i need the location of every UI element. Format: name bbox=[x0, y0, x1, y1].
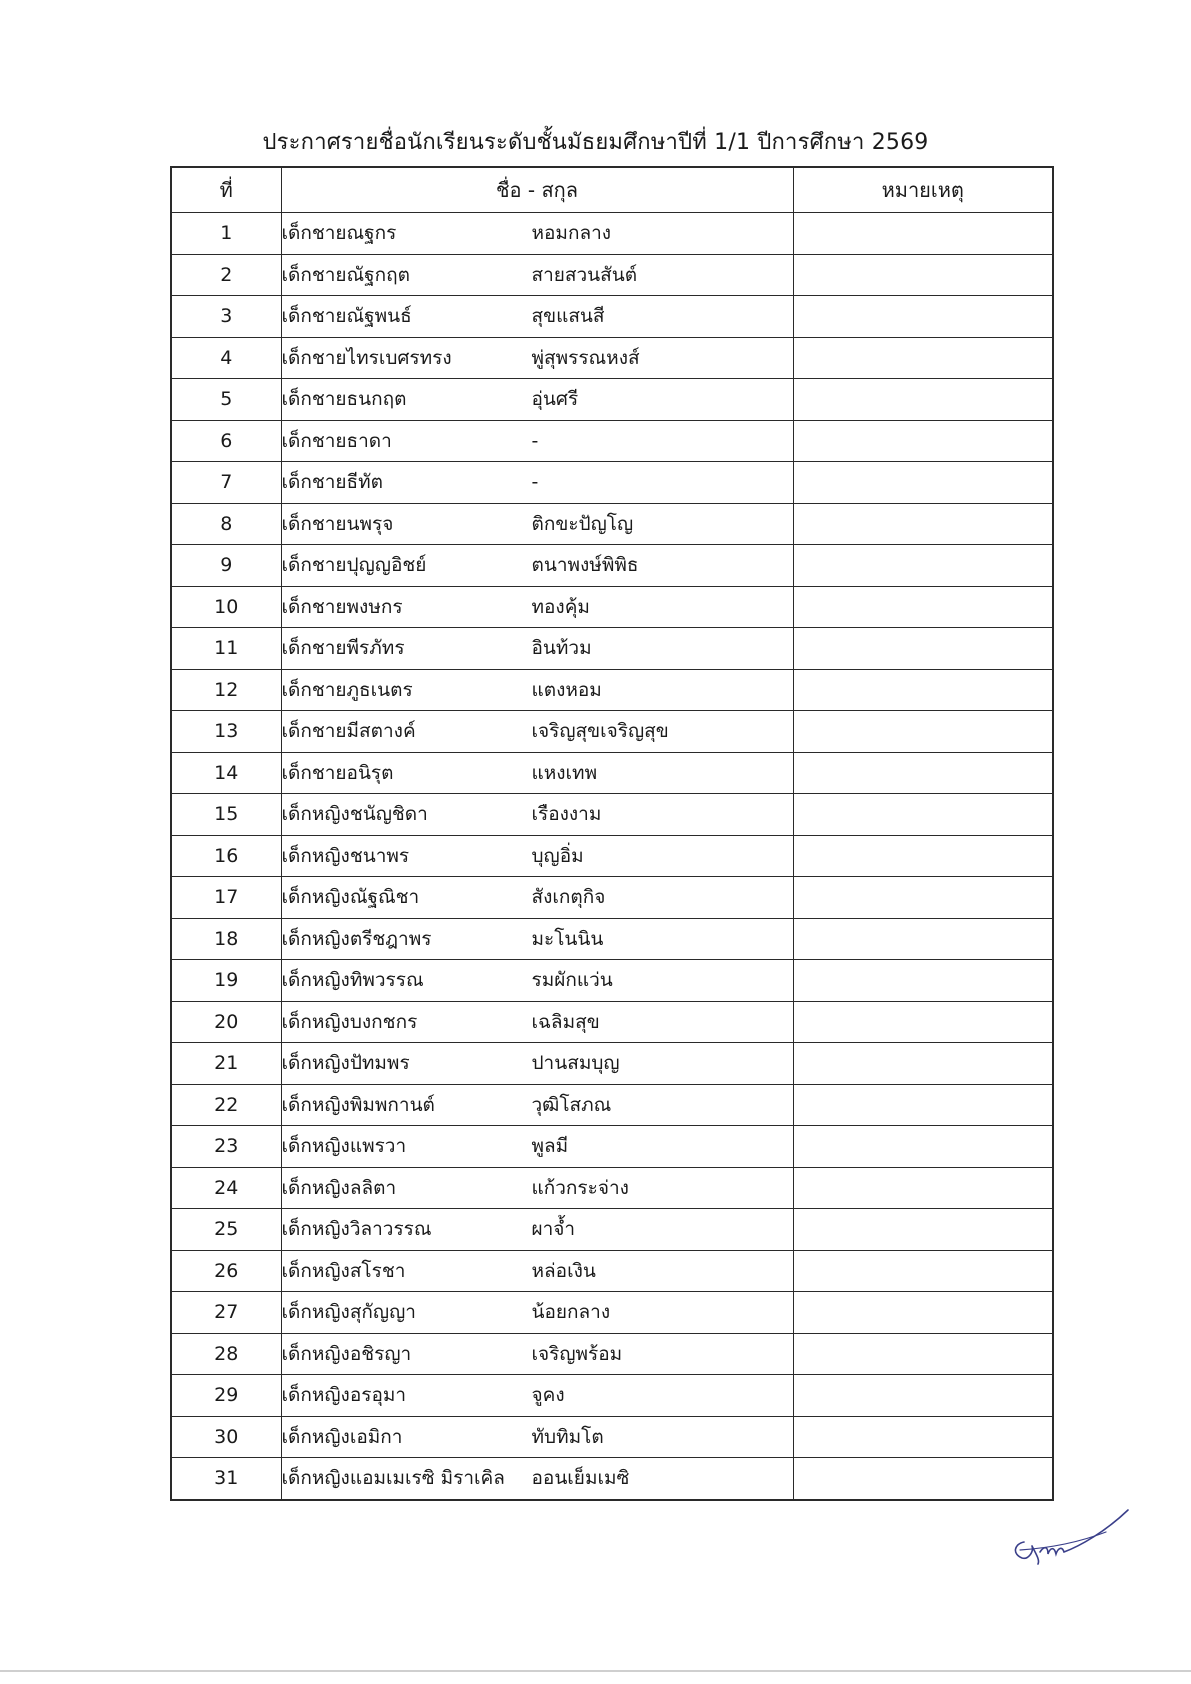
remark-cell bbox=[793, 1292, 1053, 1334]
student-first-name: เด็กชายปุญญอิชย์ bbox=[281, 554, 427, 577]
student-first-name: เด็กชายณัฐพนธ์ bbox=[281, 305, 412, 328]
row-number: 26 bbox=[171, 1250, 281, 1292]
student-first-name: เด็กชายไทรเบศรทรง bbox=[281, 346, 452, 369]
table-row bbox=[171, 1250, 1053, 1292]
remark-cell bbox=[793, 877, 1053, 919]
remark-cell bbox=[793, 1250, 1053, 1292]
table-row bbox=[171, 669, 1053, 711]
student-first-name: เด็กชายพงษกร bbox=[281, 595, 403, 618]
student-name-cell bbox=[281, 1084, 793, 1126]
student-first-name: เด็กหญิงแพรวา bbox=[281, 1135, 407, 1158]
student-name-cell bbox=[281, 794, 793, 836]
student-first-name: เด็กหญิงตรีชฎาพร bbox=[281, 927, 432, 950]
student-last-name: แหงเทพ bbox=[531, 761, 598, 784]
remark-cell bbox=[793, 213, 1053, 255]
remark-cell bbox=[793, 960, 1053, 1002]
student-name-cell bbox=[281, 1001, 793, 1043]
header-name: ชื่อ - สกุล bbox=[281, 167, 793, 213]
student-last-name: ตนาพงษ์พิพิธ bbox=[531, 554, 639, 577]
student-name-cell bbox=[281, 296, 793, 338]
row-number: 20 bbox=[171, 1001, 281, 1043]
student-first-name: เด็กหญิงพิมพกานต์ bbox=[281, 1093, 435, 1116]
student-first-name: เด็กชายณัฐกฤต bbox=[281, 263, 410, 286]
row-number: 5 bbox=[171, 379, 281, 421]
student-first-name: เด็กชายพีรภัทร bbox=[281, 637, 405, 660]
remark-cell bbox=[793, 628, 1053, 670]
row-number: 29 bbox=[171, 1375, 281, 1417]
row-number: 18 bbox=[171, 918, 281, 960]
remark-cell bbox=[793, 1084, 1053, 1126]
scan-edge-divider bbox=[0, 1670, 1191, 1672]
student-last-name: เฉลิมสุข bbox=[531, 1010, 600, 1033]
remark-cell bbox=[793, 254, 1053, 296]
row-number: 31 bbox=[171, 1458, 281, 1500]
row-number: 4 bbox=[171, 337, 281, 379]
row-number: 3 bbox=[171, 296, 281, 338]
student-name-cell bbox=[281, 1416, 793, 1458]
student-first-name: เด็กชายมีสตางค์ bbox=[281, 720, 416, 743]
remark-cell bbox=[793, 1375, 1053, 1417]
student-last-name: บุญอิ่ม bbox=[531, 844, 584, 867]
remark-cell bbox=[793, 379, 1053, 421]
student-last-name: อุ่นศรี bbox=[531, 388, 579, 411]
student-name-cell bbox=[281, 503, 793, 545]
remark-cell bbox=[793, 1333, 1053, 1375]
row-number: 19 bbox=[171, 960, 281, 1002]
student-last-name: ออนเย็มเมซิ bbox=[531, 1467, 630, 1490]
student-name-cell bbox=[281, 379, 793, 421]
remark-cell bbox=[793, 1458, 1053, 1500]
row-number: 16 bbox=[171, 835, 281, 877]
remark-cell bbox=[793, 1001, 1053, 1043]
student-last-name: จูคง bbox=[531, 1384, 565, 1407]
table-row bbox=[171, 1416, 1053, 1458]
student-last-name: น้อยกลาง bbox=[531, 1301, 611, 1324]
student-name-cell bbox=[281, 586, 793, 628]
table-row bbox=[171, 586, 1053, 628]
table-row bbox=[171, 1126, 1053, 1168]
student-name-cell bbox=[281, 545, 793, 587]
student-last-name: เจริญสุขเจริญสุข bbox=[531, 720, 669, 743]
row-number: 27 bbox=[171, 1292, 281, 1334]
student-name-cell bbox=[281, 960, 793, 1002]
remark-cell bbox=[793, 1126, 1053, 1168]
student-name-cell bbox=[281, 835, 793, 877]
student-last-name: สายสวนสันต์ bbox=[531, 263, 638, 286]
table-row bbox=[171, 254, 1053, 296]
student-name-cell bbox=[281, 420, 793, 462]
table-row bbox=[171, 877, 1053, 919]
table-row bbox=[171, 711, 1053, 753]
student-last-name: ทับทิมโต bbox=[531, 1425, 604, 1448]
row-number: 22 bbox=[171, 1084, 281, 1126]
remark-cell bbox=[793, 296, 1053, 338]
remark-cell bbox=[793, 669, 1053, 711]
student-last-name: วุฒิโสภณ bbox=[531, 1093, 612, 1116]
table-row bbox=[171, 1167, 1053, 1209]
row-number: 14 bbox=[171, 752, 281, 794]
row-number: 23 bbox=[171, 1126, 281, 1168]
table-row bbox=[171, 918, 1053, 960]
remark-cell bbox=[793, 918, 1053, 960]
table-row bbox=[171, 960, 1053, 1002]
student-last-name: แตงหอม bbox=[531, 678, 602, 701]
student-first-name: เด็กชายนพรุจ bbox=[281, 512, 394, 535]
table-row bbox=[171, 628, 1053, 670]
student-name-cell bbox=[281, 1043, 793, 1085]
student-last-name: หล่อเงิน bbox=[531, 1259, 596, 1282]
row-number: 11 bbox=[171, 628, 281, 670]
student-last-name: สุขแสนสี bbox=[531, 305, 605, 328]
table-row bbox=[171, 794, 1053, 836]
table-header-row bbox=[171, 167, 1053, 213]
student-last-name: ติกขะปัญโญ bbox=[531, 512, 634, 535]
row-number: 12 bbox=[171, 669, 281, 711]
table-row bbox=[171, 296, 1053, 338]
table-row bbox=[171, 1375, 1053, 1417]
student-last-name: ทองคุ้ม bbox=[531, 595, 590, 618]
student-first-name: เด็กหญิงแอมเมเรซิ มิราเคิล bbox=[281, 1467, 505, 1490]
student-last-name: สังเกตุกิจ bbox=[531, 886, 606, 909]
student-first-name: เด็กหญิงสุกัญญา bbox=[281, 1301, 416, 1324]
student-first-name: เด็กชายธีทัต bbox=[281, 471, 383, 494]
student-name-cell bbox=[281, 711, 793, 753]
header-remark: หมายเหตุ bbox=[793, 167, 1053, 213]
remark-cell bbox=[793, 794, 1053, 836]
student-name-cell bbox=[281, 877, 793, 919]
row-number: 17 bbox=[171, 877, 281, 919]
remark-cell bbox=[793, 462, 1053, 504]
student-name-cell bbox=[281, 669, 793, 711]
student-last-name: แก้วกระจ่าง bbox=[531, 1176, 629, 1199]
student-first-name: เด็กชายธาดา bbox=[281, 429, 392, 452]
student-first-name: เด็กหญิงบงกชกร bbox=[281, 1010, 418, 1033]
row-number: 28 bbox=[171, 1333, 281, 1375]
remark-cell bbox=[793, 420, 1053, 462]
student-name-cell bbox=[281, 254, 793, 296]
student-first-name: เด็กหญิงชนาพร bbox=[281, 844, 410, 867]
remark-cell bbox=[793, 711, 1053, 753]
student-name-cell bbox=[281, 1333, 793, 1375]
table-row bbox=[171, 835, 1053, 877]
row-number: 7 bbox=[171, 462, 281, 504]
student-last-name: อินท้วม bbox=[531, 637, 592, 660]
student-last-name: หอมกลาง bbox=[531, 222, 612, 245]
student-name-cell bbox=[281, 1167, 793, 1209]
student-first-name: เด็กหญิงปัทมพร bbox=[281, 1052, 410, 1075]
student-first-name: เด็กหญิงลลิตา bbox=[281, 1176, 397, 1199]
row-number: 9 bbox=[171, 545, 281, 587]
signature bbox=[1010, 1502, 1130, 1572]
student-last-name: - bbox=[531, 429, 539, 452]
row-number: 6 bbox=[171, 420, 281, 462]
student-name-cell bbox=[281, 752, 793, 794]
row-number: 1 bbox=[171, 213, 281, 255]
student-roster-table bbox=[170, 166, 1054, 1501]
remark-cell bbox=[793, 503, 1053, 545]
table-row bbox=[171, 420, 1053, 462]
remark-cell bbox=[793, 835, 1053, 877]
table-row bbox=[171, 545, 1053, 587]
row-number: 10 bbox=[171, 586, 281, 628]
row-number: 24 bbox=[171, 1167, 281, 1209]
row-number: 2 bbox=[171, 254, 281, 296]
student-name-cell bbox=[281, 1458, 793, 1500]
table-row bbox=[171, 1333, 1053, 1375]
row-number: 8 bbox=[171, 503, 281, 545]
student-first-name: เด็กชายธนกฤต bbox=[281, 388, 407, 411]
student-last-name: มะโนนิน bbox=[531, 927, 604, 950]
row-number: 25 bbox=[171, 1209, 281, 1251]
student-last-name: เรืองงาม bbox=[531, 803, 602, 826]
remark-cell bbox=[793, 1043, 1053, 1085]
remark-cell bbox=[793, 337, 1053, 379]
row-number: 13 bbox=[171, 711, 281, 753]
student-name-cell bbox=[281, 337, 793, 379]
student-first-name: เด็กหญิงอชิรญา bbox=[281, 1342, 412, 1365]
student-name-cell bbox=[281, 1292, 793, 1334]
table-row bbox=[171, 1292, 1053, 1334]
remark-cell bbox=[793, 1167, 1053, 1209]
student-name-cell bbox=[281, 1126, 793, 1168]
student-first-name: เด็กชายภูธเนตร bbox=[281, 678, 413, 701]
student-first-name: เด็กหญิงณัฐณิชา bbox=[281, 886, 420, 909]
row-number: 30 bbox=[171, 1416, 281, 1458]
remark-cell bbox=[793, 545, 1053, 587]
table-row bbox=[171, 503, 1053, 545]
table-row bbox=[171, 1209, 1053, 1251]
student-name-cell bbox=[281, 628, 793, 670]
student-first-name: เด็กหญิงสโรชา bbox=[281, 1259, 406, 1282]
student-first-name: เด็กหญิงวิลาวรรณ bbox=[281, 1218, 432, 1241]
student-name-cell bbox=[281, 1250, 793, 1292]
header-no: ที่ bbox=[171, 167, 281, 213]
table-row bbox=[171, 213, 1053, 255]
student-name-cell bbox=[281, 1375, 793, 1417]
remark-cell bbox=[793, 1209, 1053, 1251]
student-name-cell bbox=[281, 462, 793, 504]
student-last-name: พูลมี bbox=[531, 1135, 569, 1158]
page-title: ประกาศรายชื่อนักเรียนระดับชั้นมัธยมศึกษาปีที่ 1/1 ปีการศึกษา 2569 bbox=[262, 130, 929, 155]
table-row bbox=[171, 1001, 1053, 1043]
student-last-name: เจริญพร้อม bbox=[531, 1342, 623, 1365]
student-first-name: เด็กชายอนิรุต bbox=[281, 761, 394, 784]
student-name-cell bbox=[281, 1209, 793, 1251]
student-first-name: เด็กชายณฐกร bbox=[281, 222, 397, 245]
remark-cell bbox=[793, 752, 1053, 794]
student-first-name: เด็กหญิงชนัญชิดา bbox=[281, 803, 428, 826]
table-row bbox=[171, 379, 1053, 421]
remark-cell bbox=[793, 1416, 1053, 1458]
student-name-cell bbox=[281, 213, 793, 255]
roster-body bbox=[171, 213, 1053, 1500]
student-first-name: เด็กหญิงเอมิกา bbox=[281, 1425, 403, 1448]
student-first-name: เด็กหญิงอรอุมา bbox=[281, 1384, 407, 1407]
student-last-name: พู่สุพรรณหงส์ bbox=[531, 346, 640, 369]
table-row bbox=[171, 337, 1053, 379]
student-last-name: - bbox=[531, 471, 539, 494]
student-last-name: ปานสมบุญ bbox=[531, 1052, 620, 1075]
table-row bbox=[171, 462, 1053, 504]
table-row bbox=[171, 1458, 1053, 1500]
row-number: 21 bbox=[171, 1043, 281, 1085]
table-row bbox=[171, 752, 1053, 794]
remark-cell bbox=[793, 586, 1053, 628]
student-first-name: เด็กหญิงทิพวรรณ bbox=[281, 969, 424, 992]
student-last-name: ผาจ้ำ bbox=[531, 1218, 576, 1241]
student-last-name: รมผักแว่น bbox=[531, 969, 613, 992]
table-row bbox=[171, 1084, 1053, 1126]
student-name-cell bbox=[281, 918, 793, 960]
table-row bbox=[171, 1043, 1053, 1085]
row-number: 15 bbox=[171, 794, 281, 836]
